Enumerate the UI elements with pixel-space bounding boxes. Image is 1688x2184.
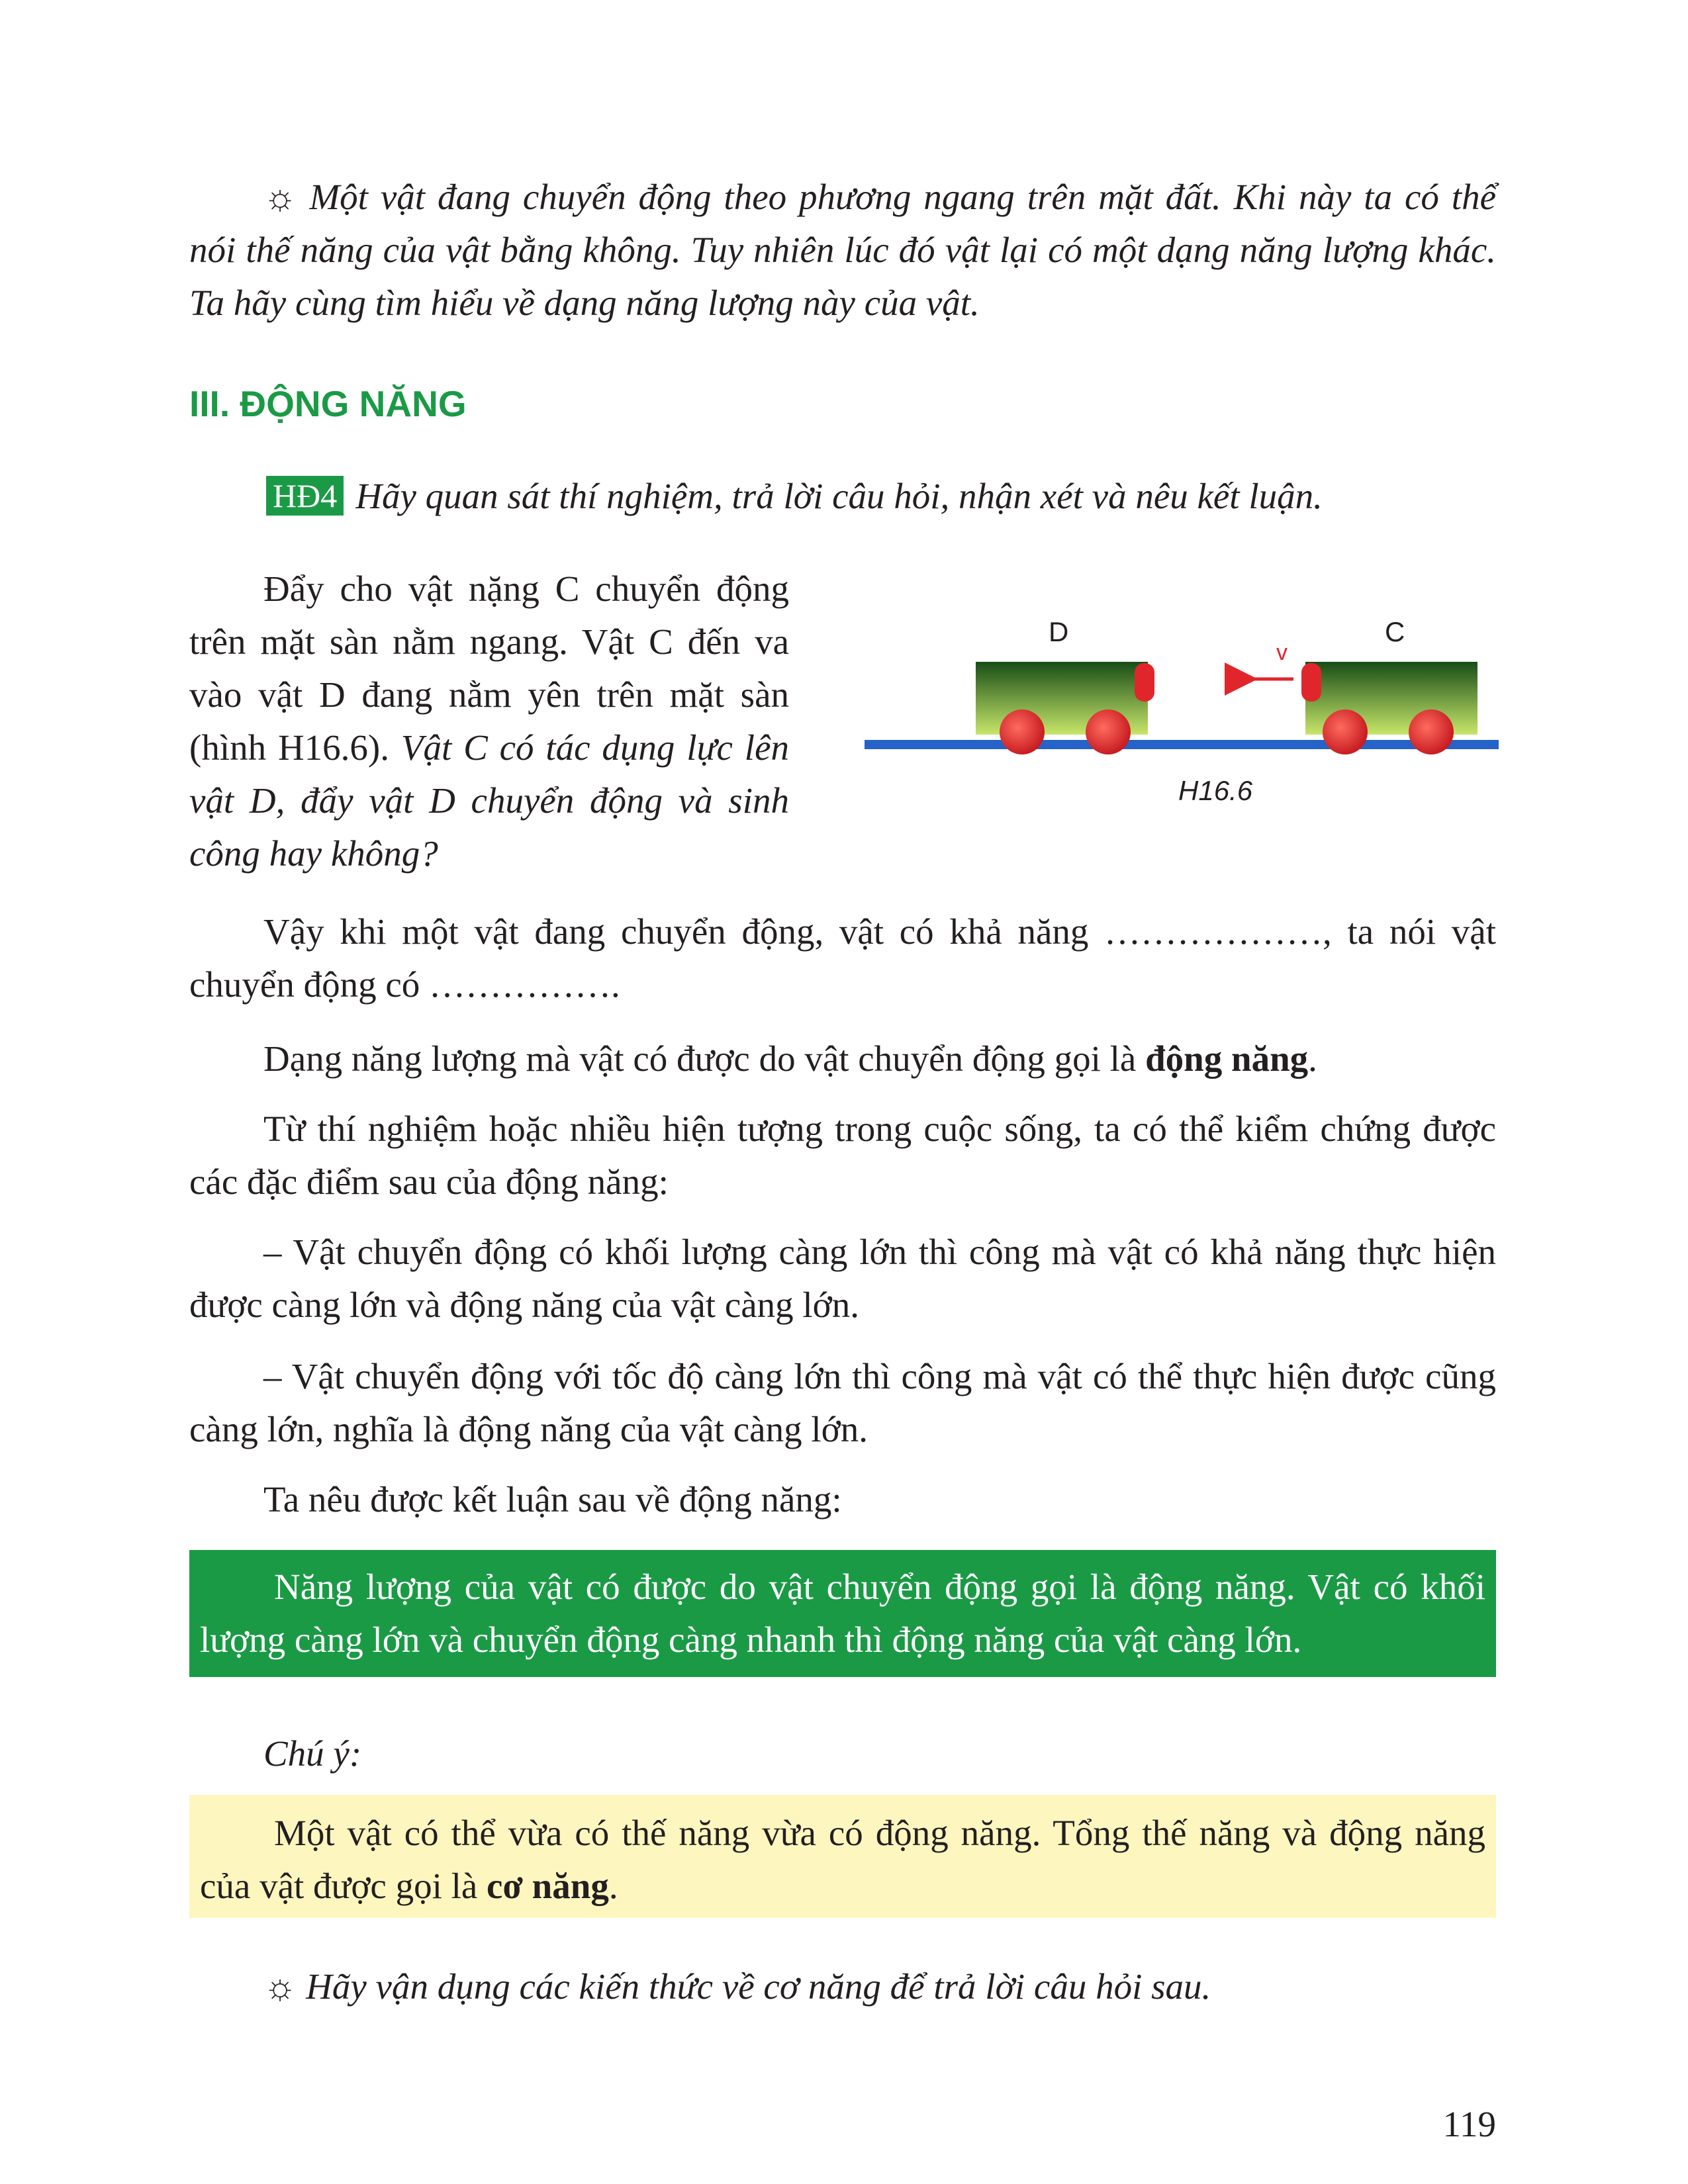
cart-c-bumper	[1301, 663, 1321, 702]
figure-h16-6	[865, 615, 1500, 827]
definition-term: động năng	[1145, 1038, 1309, 1079]
activity-badge: HĐ4	[266, 476, 344, 516]
conclusion-intro	[189, 1473, 1496, 1526]
experiment-description: Đẩy cho vật nặng C chuyển động trên mặt sàn nằm ngang. Vật C đến va vào vật D đang nằm yên trên mặt sàn (hình H16.6).	[189, 569, 789, 768]
conclusion-box	[189, 1550, 1496, 1677]
activity-instruction	[266, 470, 1496, 523]
section-title: III. ĐỘNG NĂNG	[189, 383, 467, 424]
closing-paragraph	[189, 1960, 1496, 2013]
features-intro	[189, 1103, 1496, 1208]
cart-d-wheel	[1000, 709, 1045, 754]
note-period: .	[608, 1866, 618, 1906]
closing-text: Hãy vận dụng các kiến thức về cơ năng để trả lời câu hỏi sau.	[306, 1966, 1211, 2007]
experiment-paragraph	[189, 563, 789, 880]
activity-text: Hãy quan sát thí nghiệm, trả lời câu hỏi, nhận xét và nêu kết luận.	[355, 476, 1323, 516]
conclusion-intro-text: Ta nêu được kết luận sau về động năng:	[263, 1479, 842, 1520]
fill-blank-paragraph	[189, 905, 1496, 1011]
cart-c-wheel	[1323, 709, 1368, 754]
note-box	[189, 1795, 1496, 1918]
feature-text: – Vật chuyển động có khối lượng càng lớn thì công mà vật có khả năng thực hiện được càng lớn và động năng của vật càng lớn.	[189, 1232, 1496, 1325]
definition-period: .	[1308, 1038, 1317, 1079]
experiment-question: Vật C có tác dụng lực lên vật D, đẩy vật D chuyển động và sinh công hay không?	[189, 727, 789, 874]
feature-item	[189, 1226, 1496, 1332]
sun-icon: ☼	[263, 177, 297, 217]
label-c: C	[1385, 616, 1405, 647]
figure-caption: H16.6	[1178, 775, 1253, 806]
cart-c-wheel	[1409, 709, 1454, 754]
sun-icon: ☼	[263, 1966, 297, 2007]
note-term: cơ năng	[487, 1866, 609, 1906]
feature-item	[189, 1350, 1496, 1456]
fill-blank-text: Vậy khi một vật đang chuyển động, vật có khả năng ………………, ta nói vật chuyển động có …………….	[189, 911, 1496, 1005]
note-label-row	[189, 1727, 1496, 1780]
conclusion-text: Năng lượng của vật có được do vật chuyển động gọi là động năng. Vật có khối lượng càng lớn và chuyển động càng nhanh thì động năng của vật càng lớn.	[200, 1567, 1485, 1660]
features-intro-text: Từ thí nghiệm hoặc nhiều hiện tượng trong cuộc sống, ta có thể kiểm chứng được các đặc điểm sau của động năng:	[189, 1109, 1496, 1202]
cart-d-wheel	[1086, 709, 1131, 754]
intro-paragraph	[189, 171, 1496, 330]
intro-text: Một vật đang chuyển động theo phương ngang trên mặt đất. Khi này ta có thể nói thế năng của vật bằng không. Tuy nhiên lúc đó vật lại có một dạng năng lượng khác. Ta hãy cùng tìm hiểu về dạng năng lượng này của vật.	[189, 177, 1496, 323]
note-label: Chú ý:	[263, 1733, 362, 1774]
track-line	[865, 740, 1499, 749]
definition-paragraph	[189, 1032, 1496, 1085]
page-number: 119	[1442, 2104, 1496, 2144]
label-d: D	[1049, 616, 1069, 647]
feature-text: – Vật chuyển động với tốc độ càng lớn thì công mà vật có thể thực hiện được cũng càng lớn, nghĩa là động năng của vật càng lớn.	[189, 1356, 1496, 1449]
label-v: v	[1276, 640, 1288, 665]
cart-d-bumper	[1135, 663, 1154, 702]
note-text: Một vật có thể vừa có thế năng vừa có động năng. Tổng thế năng và động năng của vật được gọi là	[200, 1813, 1485, 1906]
definition-text: Dạng năng lượng mà vật có được do vật chuyển động gọi là	[263, 1038, 1146, 1079]
